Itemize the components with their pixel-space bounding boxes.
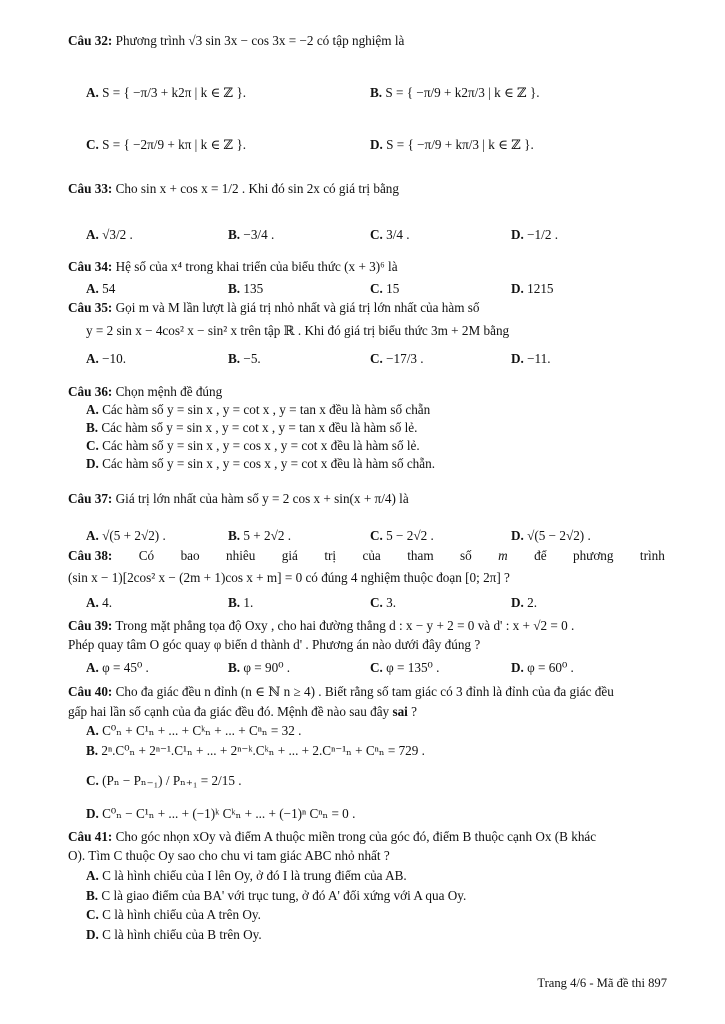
word: m bbox=[498, 548, 508, 563]
option-label: D. bbox=[370, 137, 383, 152]
question-label: Câu 37: bbox=[68, 491, 113, 506]
option-label: C. bbox=[86, 773, 99, 788]
option-text: −1/2 . bbox=[527, 227, 559, 242]
option-text: S = { −π/9 + kπ/3 | k ∈ ℤ }. bbox=[386, 137, 534, 152]
question-39-line2: Phép quay tâm O góc quay φ biến d thành d' . Phương án nào dưới đây đúng ? bbox=[68, 637, 481, 652]
option-label: D. bbox=[86, 927, 99, 942]
option-text: Các hàm số y = sin x , y = cot x , y = tan x đều là hàm số lẻ. bbox=[101, 420, 418, 435]
q35-option-b bbox=[228, 351, 261, 367]
option-label: B. bbox=[228, 660, 241, 675]
q36-option-b bbox=[86, 420, 417, 436]
option-text: 1215 bbox=[527, 281, 554, 296]
option-label: A. bbox=[86, 660, 99, 675]
word: của bbox=[362, 548, 381, 563]
option-text: −17/3 . bbox=[386, 351, 424, 366]
option-label: C. bbox=[370, 595, 383, 610]
option-label: A. bbox=[86, 281, 99, 296]
option-text: 5 + 2√2 . bbox=[243, 528, 292, 543]
option-label: A. bbox=[86, 227, 99, 242]
question-text: ? bbox=[411, 704, 417, 719]
option-label: C. bbox=[370, 351, 383, 366]
option-label: A. bbox=[86, 85, 99, 100]
q34-option-d bbox=[511, 281, 554, 297]
option-label: B. bbox=[228, 528, 241, 543]
question-36 bbox=[68, 384, 222, 400]
option-text: 4. bbox=[102, 595, 113, 610]
option-text: −5. bbox=[243, 351, 261, 366]
q34-option-b bbox=[228, 281, 263, 297]
question-text: Giá trị lớn nhất của hàm số y = 2 cos x + sin(x + π/4) là bbox=[115, 491, 409, 506]
option-label: C. bbox=[86, 907, 99, 922]
q39-option-b bbox=[228, 660, 290, 676]
option-text: √(5 − 2√2) . bbox=[527, 528, 591, 543]
word: phương bbox=[572, 548, 614, 563]
option-text: φ = 135⁰ . bbox=[386, 660, 440, 675]
option-label: A. bbox=[86, 595, 99, 610]
q32-option-a bbox=[86, 85, 246, 101]
q34-option-a bbox=[86, 281, 115, 297]
option-label: B. bbox=[86, 888, 99, 903]
question-text: Hệ số của x⁴ trong khai triển của biểu thức (x + 3)⁶ là bbox=[115, 259, 398, 274]
question-label: Câu 38: bbox=[68, 548, 113, 563]
option-text: C là hình chiếu của B trên Oy. bbox=[102, 927, 262, 942]
question-32 bbox=[68, 33, 404, 49]
q41-option-b bbox=[86, 888, 466, 904]
question-38 bbox=[68, 548, 665, 564]
q41-option-d bbox=[86, 927, 262, 943]
option-label: A. bbox=[86, 351, 99, 366]
option-label: D. bbox=[511, 351, 524, 366]
q37-option-b bbox=[228, 528, 291, 544]
page-footer: Trang 4/6 - Mã đề thi 897 bbox=[537, 976, 667, 990]
option-text: S = { −π/3 + k2π | k ∈ ℤ }. bbox=[102, 85, 247, 100]
question-33 bbox=[68, 181, 399, 197]
option-label: B. bbox=[228, 227, 241, 242]
question-35 bbox=[68, 300, 480, 316]
option-label: D. bbox=[511, 281, 524, 296]
question-35-line2: y = 2 sin x − 4cos² x − sin² x trên tập ℝ . Khi đó giá trị biểu thức 3m + 2M bằng bbox=[86, 323, 510, 338]
option-text: Các hàm số y = sin x , y = cot x , y = tan x đều là hàm số chẵn bbox=[102, 402, 431, 417]
option-text: C⁰ₙ − C¹ₙ + ... + (−1)ᵏ Cᵏₙ + ... + (−1)ⁿ Cⁿₙ = 0 . bbox=[102, 806, 356, 821]
question-label: Câu 39: bbox=[68, 618, 113, 633]
q32-option-d bbox=[370, 137, 534, 153]
q39-option-c bbox=[370, 660, 439, 676]
option-text: C là giao điểm của BA' với trục tung, ở đó A' đối xứng với A qua Oy. bbox=[101, 888, 467, 903]
option-label: C. bbox=[370, 660, 383, 675]
question-text: Phương trình √3 sin 3x − cos 3x = −2 có tập nghiệm là bbox=[115, 33, 405, 48]
q36-option-c bbox=[86, 438, 420, 454]
option-label: C. bbox=[86, 438, 99, 453]
q38-option-d bbox=[511, 595, 537, 611]
question-text: Chọn mệnh đề đúng bbox=[115, 384, 223, 399]
question-39 bbox=[68, 618, 574, 634]
option-label: D. bbox=[511, 227, 524, 242]
option-text: √(5 + 2√2) . bbox=[102, 528, 166, 543]
q38-option-a bbox=[86, 595, 112, 611]
question-text: Trong mặt phẳng tọa độ Oxy , cho hai đường thẳng d : x − y + 2 = 0 và d' : x + √2 = 0 . bbox=[115, 618, 575, 633]
option-text: φ = 45⁰ . bbox=[102, 660, 149, 675]
option-label: A. bbox=[86, 402, 99, 417]
option-text: C là hình chiếu của A trên Oy. bbox=[102, 907, 261, 922]
option-text: −10. bbox=[102, 351, 127, 366]
q33-option-c bbox=[370, 227, 410, 243]
q38-option-c bbox=[370, 595, 396, 611]
q35-option-c bbox=[370, 351, 424, 367]
option-label: B. bbox=[228, 281, 241, 296]
word: giá bbox=[281, 548, 298, 563]
option-text: Các hàm số y = sin x , y = cos x , y = cot x đều là hàm số lẻ. bbox=[102, 438, 420, 453]
word: bao bbox=[180, 548, 200, 563]
option-label: B. bbox=[228, 595, 241, 610]
option-label: D. bbox=[86, 806, 99, 821]
option-text: 2ⁿ.C⁰ₙ + 2ⁿ⁻¹.C¹ₙ + ... + 2ⁿ⁻ᵏ.Cᵏₙ + ... + 2.Cⁿ⁻¹ₙ + Cⁿₙ = 729 . bbox=[101, 743, 425, 758]
q37-option-c bbox=[370, 528, 434, 544]
word: trị bbox=[324, 548, 337, 563]
q40-option-b bbox=[86, 743, 425, 759]
word: Có bbox=[138, 548, 155, 563]
option-label: D. bbox=[511, 528, 524, 543]
option-text: φ = 90⁰ . bbox=[243, 660, 291, 675]
q39-option-d bbox=[511, 660, 574, 676]
option-text: Các hàm số y = sin x , y = cos x , y = cot x đều là hàm số chẵn. bbox=[102, 456, 436, 471]
q36-option-a bbox=[86, 402, 430, 418]
option-label: D. bbox=[86, 456, 99, 471]
option-label: A. bbox=[86, 868, 99, 883]
emphasis-word: sai bbox=[392, 704, 408, 719]
question-text: Gọi m và M lần lượt là giá trị nhỏ nhất và giá trị lớn nhất của hàm số bbox=[115, 300, 480, 315]
q41-option-c bbox=[86, 907, 261, 923]
q40-option-a bbox=[86, 723, 301, 739]
option-text: 3. bbox=[386, 595, 397, 610]
question-text: Cho sin x + cos x = 1/2 . Khi đó sin 2x có giá trị bằng bbox=[115, 181, 399, 196]
option-text: φ = 60⁰ . bbox=[527, 660, 574, 675]
word: số bbox=[460, 548, 472, 563]
option-text: 54 bbox=[102, 281, 116, 296]
word: trình bbox=[639, 548, 665, 563]
question-label: Câu 40: bbox=[68, 684, 113, 699]
option-label: B. bbox=[228, 351, 241, 366]
question-text: Cho góc nhọn xOy và điểm A thuộc miền trong của góc đó, điểm B thuộc cạnh Ox (B khác bbox=[115, 829, 597, 844]
option-text: 135 bbox=[243, 281, 264, 296]
word: tham bbox=[407, 548, 434, 563]
option-label: C. bbox=[370, 281, 383, 296]
question-41 bbox=[68, 829, 596, 845]
q32-option-b bbox=[370, 85, 540, 101]
question-40 bbox=[68, 684, 614, 700]
option-label: D. bbox=[511, 595, 524, 610]
q40-option-c bbox=[86, 773, 242, 789]
option-label: A. bbox=[86, 528, 99, 543]
q36-option-d bbox=[86, 456, 435, 472]
option-text: 3/4 . bbox=[386, 227, 410, 242]
question-37 bbox=[68, 491, 409, 507]
q39-option-a bbox=[86, 660, 149, 676]
q35-option-a bbox=[86, 351, 126, 367]
option-text: 5 − 2√2 . bbox=[386, 528, 434, 543]
question-38-line2: (sin x − 1)[2cos² x − (2m + 1)cos x + m] = 0 có đúng 4 nghiệm thuộc đoạn [0; 2π] ? bbox=[68, 570, 510, 585]
option-label: B. bbox=[370, 85, 383, 100]
option-label: C. bbox=[86, 137, 99, 152]
question-41-line2: O). Tìm C thuộc Oy sao cho chu vi tam giác ABC nhỏ nhất ? bbox=[68, 848, 390, 863]
q40-option-d bbox=[86, 806, 355, 822]
q33-option-a bbox=[86, 227, 133, 243]
option-label: A. bbox=[86, 723, 99, 738]
option-label: C. bbox=[370, 528, 383, 543]
q33-option-d bbox=[511, 227, 558, 243]
option-text: −11. bbox=[527, 351, 551, 366]
option-text: 2. bbox=[527, 595, 538, 610]
q35-option-d bbox=[511, 351, 551, 367]
q32-option-c bbox=[86, 137, 246, 153]
q37-option-d bbox=[511, 528, 591, 544]
option-text: C⁰ₙ + C¹ₙ + ... + Cᵏₙ + ... + Cⁿₙ = 32 . bbox=[102, 723, 302, 738]
question-40-line2 bbox=[68, 704, 417, 720]
option-text: 1. bbox=[243, 595, 254, 610]
q37-option-a bbox=[86, 528, 166, 544]
option-text: −3/4 . bbox=[243, 227, 275, 242]
q34-option-c bbox=[370, 281, 399, 297]
question-label: Câu 34: bbox=[68, 259, 113, 274]
option-text: 15 bbox=[386, 281, 400, 296]
question-label: Câu 36: bbox=[68, 384, 113, 399]
question-label: Câu 41: bbox=[68, 829, 113, 844]
option-text: S = { −2π/9 + kπ | k ∈ ℤ }. bbox=[102, 137, 247, 152]
question-text: Cho đa giác đều n đỉnh (n ∈ ℕ n ≥ 4) . Biết rằng số tam giác có 3 đỉnh là đỉnh của đa giác đều bbox=[115, 684, 614, 699]
word: nhiêu bbox=[226, 548, 256, 563]
q41-option-a bbox=[86, 868, 407, 884]
q33-option-b bbox=[228, 227, 274, 243]
q38-option-b bbox=[228, 595, 253, 611]
question-label: Câu 33: bbox=[68, 181, 113, 196]
option-label: D. bbox=[511, 660, 524, 675]
question-label: Câu 35: bbox=[68, 300, 113, 315]
option-text: (Pₙ − Pₙ₋₁) / Pₙ₊₁ = 2/15 . bbox=[102, 773, 242, 788]
option-text: S = { −π/9 + k2π/3 | k ∈ ℤ }. bbox=[385, 85, 540, 100]
question-34 bbox=[68, 259, 398, 275]
option-label: B. bbox=[86, 743, 99, 758]
question-text: gấp hai lần số cạnh của đa giác đều đó. Mệnh đề nào sau đây bbox=[68, 704, 390, 719]
question-label: Câu 32: bbox=[68, 33, 113, 48]
option-text: √3/2 . bbox=[102, 227, 133, 242]
option-label: B. bbox=[86, 420, 99, 435]
word: để bbox=[534, 548, 547, 563]
option-text: C là hình chiếu của I lên Oy, ở đó I là trung điểm của AB. bbox=[102, 868, 407, 883]
option-label: C. bbox=[370, 227, 383, 242]
